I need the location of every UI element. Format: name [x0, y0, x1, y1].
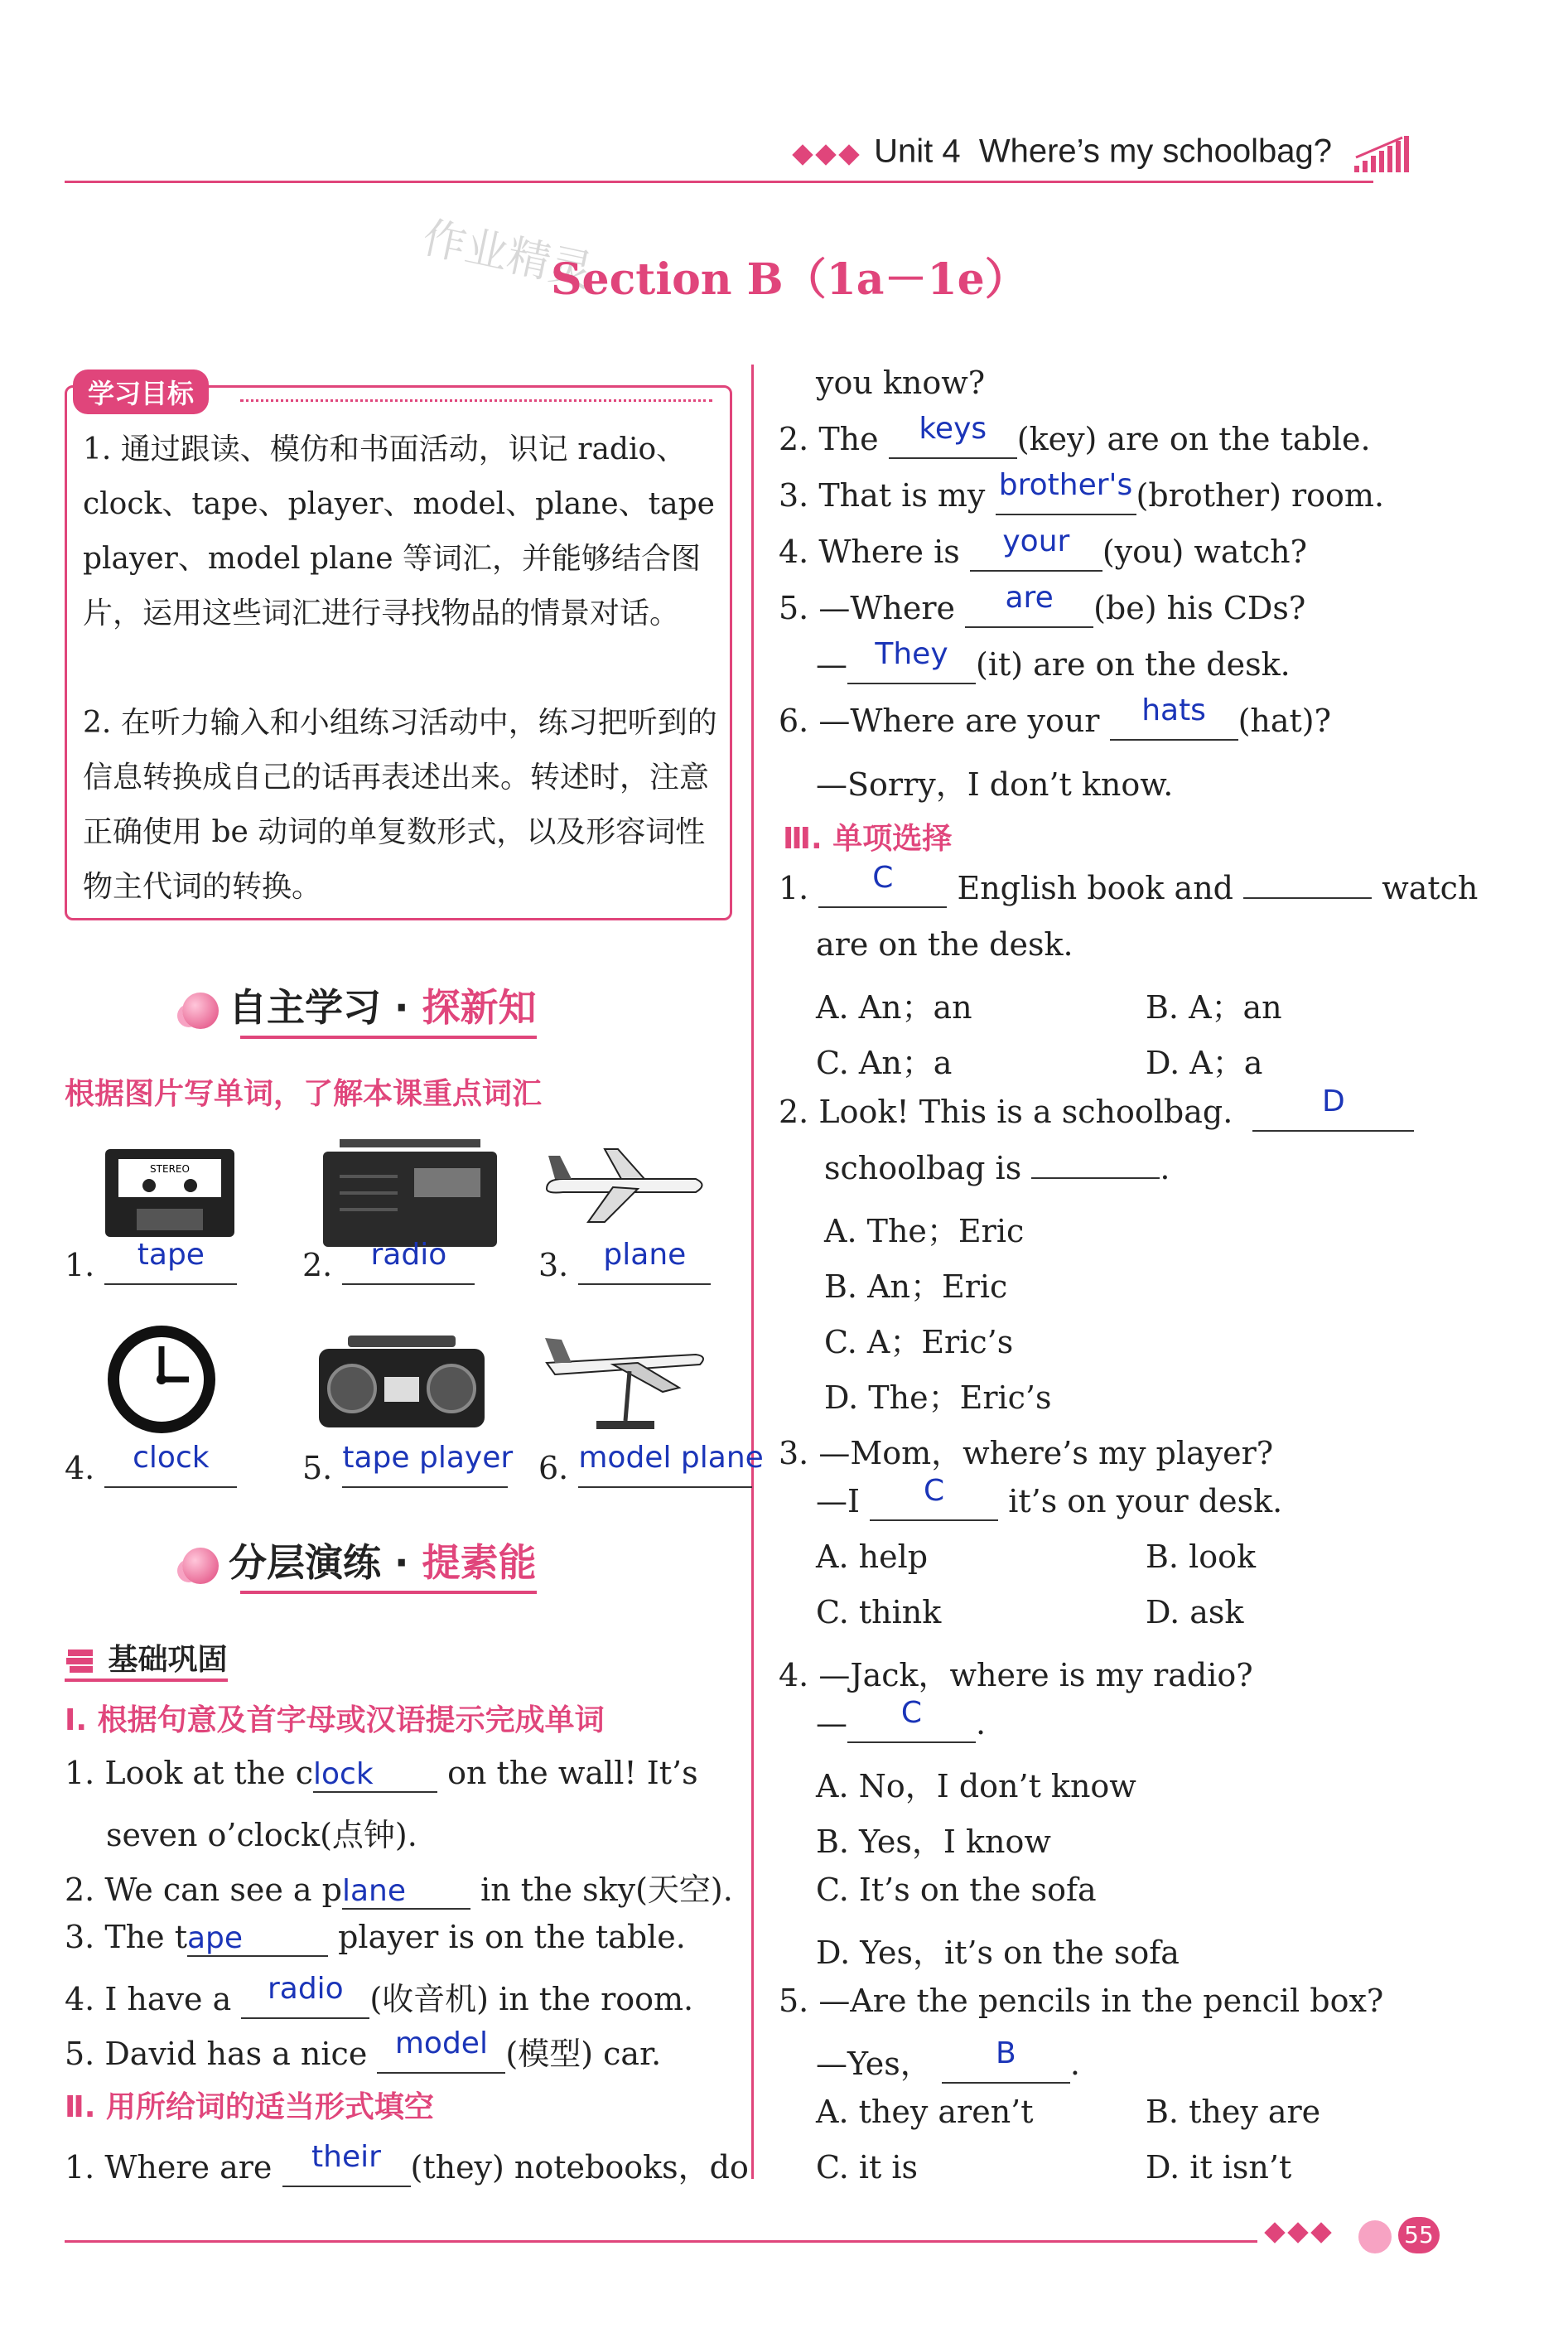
section-title: Section B（1a－1e）	[551, 254, 1028, 305]
sec3-q3-option-b: B. look	[1146, 1538, 1257, 1575]
diamond-icon	[815, 144, 836, 165]
sec2-q2: 2. The keys (key) are on the table.	[779, 412, 1371, 457]
sec2-q5-answer: are	[1005, 581, 1054, 615]
clock-icon	[108, 1321, 215, 1437]
sec2-q6-reply: —Sorry，I don’t know.	[816, 766, 1174, 803]
sec1-q1-answer: lock	[313, 1757, 374, 1791]
sec2-q1-cont: you know?	[816, 365, 986, 401]
sec1-q2: 2. We can see a plane in the sky(天空).	[65, 1872, 733, 1908]
pic-answer-2: radio	[370, 1238, 447, 1272]
sec3-q1-option-d: D. A；a	[1146, 1045, 1263, 1081]
goals-tag: 学习目标	[73, 370, 209, 414]
sec1-q4-answer: radio	[267, 1972, 344, 2006]
sec3-q4-option-d: D. Yes，it’s on the sofa	[816, 1935, 1180, 1971]
sec1-title: Ⅰ. 根据句意及首字母或汉语提示完成单词	[65, 1703, 605, 1737]
goal-item-2: 2. 在听力输入和小组练习活动中，练习把听到的信息转换成自己的话再表述出来。转述时，注意正确使用 be 动词的单复数形式，以及形容词性物主代词的转换。	[83, 706, 717, 904]
pic-item-6: 6. model plane	[538, 1441, 764, 1486]
books-icon	[65, 1646, 98, 1676]
cassette-tape-icon	[104, 1147, 236, 1239]
sec2-q1: 1. Where are their (they) notebooks，do	[65, 2140, 749, 2186]
sec2-q2-answer: keys	[919, 412, 987, 446]
sec3-q5-option-a: A. they aren’t	[816, 2094, 1034, 2130]
goals-dotted-rule	[240, 399, 712, 402]
sec3-q4-option-c: C. It’s on the sofa	[816, 1872, 1097, 1908]
banner-practice: 分层演练 · 提素能	[182, 1533, 537, 1587]
planet-icon	[182, 1548, 219, 1584]
diamond-icon	[838, 144, 859, 165]
sec3-q3-option-c: C. think	[816, 1594, 942, 1630]
sec2-q6-answer: hats	[1141, 693, 1206, 727]
pic-item-5: 5. tape player	[302, 1441, 514, 1486]
pic-answer-3: plane	[603, 1238, 687, 1272]
radio-icon	[315, 1135, 514, 1251]
sec3-q2-option-d: D. The；Eric’s	[824, 1379, 1052, 1416]
sec2-q1-answer: their	[311, 2140, 381, 2174]
sec3-q1-cont: are on the desk.	[816, 926, 1073, 963]
sec3-q2-option-c: C. A；Eric’s	[824, 1324, 1014, 1360]
picture-instruction: 根据图片写单词，了解本课重点词汇	[65, 1077, 543, 1111]
diamond-icon	[792, 144, 813, 165]
sec3-title: Ⅲ. 单项选择	[783, 822, 953, 856]
footer-diamonds	[1267, 2225, 1337, 2244]
sec1-q1-cont: seven o’clock(点钟).	[106, 1817, 417, 1853]
sec2-title: Ⅱ. 用所给词的适当形式填空	[65, 2090, 434, 2124]
watermark: 作业精灵	[417, 212, 597, 297]
sec3-q1-answer: C	[872, 861, 894, 895]
sec3-q3-option-d: D. ask	[1146, 1594, 1244, 1630]
sec3-q4-answer: C	[900, 1696, 923, 1730]
banner-self-study: 自主学习 · 探新知	[182, 978, 537, 1032]
pic-answer-4: clock	[133, 1441, 210, 1475]
sec2-q3-answer: brother's	[998, 468, 1133, 502]
sec3-q5-option-b: B. they are	[1146, 2094, 1321, 2130]
boombox-icon	[315, 1334, 489, 1433]
sec2-q3: 3. That is my brother's (brother) room.	[779, 468, 1385, 514]
basic-heading: 基础巩固	[65, 1636, 228, 1682]
diamond-icon	[1287, 2222, 1308, 2243]
sec3-q2-answer: D	[1322, 1084, 1345, 1118]
airplane-icon	[538, 1139, 712, 1230]
pic-answer-6: model plane	[578, 1441, 764, 1475]
sec3-q2-cont: schoolbag is .	[824, 1150, 1170, 1186]
sec1-q3: 3. The tape player is on the table.	[65, 1919, 686, 1955]
sec3-q4-option-b: B. Yes，I know	[816, 1823, 1051, 1860]
sec3-q1-option-c: C. An；a	[816, 1045, 953, 1081]
sec1-q1: 1. Look at the clock on the wall! It’s	[65, 1755, 698, 1791]
footer-rule	[65, 2240, 1257, 2243]
pic-item-1: 1. tape	[65, 1247, 237, 1285]
sec3-q5-reply: —Yes， B .	[816, 2036, 1080, 2082]
sec1-q3-answer: ape	[187, 1921, 244, 1955]
pic-item-3: 3. plane	[538, 1247, 711, 1285]
pic-answer-1: tape	[137, 1238, 205, 1272]
sec3-q5: 5. —Are the pencils in the pencil box?	[779, 1983, 1384, 2019]
sec3-q3: 3. —Mom，where’s my player?	[779, 1435, 1274, 1471]
sec3-q3-option-a: A. help	[816, 1538, 929, 1575]
diamond-icon	[1310, 2222, 1331, 2243]
sec2-q5-answer-2: They	[875, 637, 948, 671]
sec3-q4-reply: — C .	[816, 1696, 987, 1741]
sec1-q5-answer: model	[394, 2026, 488, 2060]
sec2-q5: 5. —Where are (be) his CDs?	[779, 581, 1306, 626]
header-rule	[65, 181, 1373, 183]
sec1-q2-answer: lane	[341, 1874, 406, 1908]
sec3-q5-answer: B	[996, 2036, 1016, 2070]
page-header	[795, 133, 1419, 174]
sec3-q1: 1. C English book and watch	[779, 861, 1479, 906]
unit-topic: Where’s my schoolbag?	[978, 133, 1332, 170]
pic-answer-5: tape player	[342, 1441, 514, 1475]
svg-text:STEREO: STEREO	[150, 1163, 190, 1175]
sec2-q4-answer: your	[1002, 524, 1070, 558]
sec3-q1-option-a: A. An；an	[816, 989, 972, 1026]
sec2-q6: 6. —Where are your hats (hat)?	[779, 693, 1331, 739]
sec3-q4-option-a: A. No，I don’t know	[816, 1768, 1136, 1804]
pic-item-2: 2. radio	[302, 1247, 475, 1285]
goal-item-1: 1. 通过跟读、模仿和书面活动，识记 radio、clock、tape、player、model、plane、tape player、model plane 等词汇，并能够结合图片，运用这些词汇进行寻找物品的情景对话。	[83, 432, 715, 630]
sec3-q3-reply: —I C it’s on your desk.	[816, 1474, 1283, 1519]
sec2-q4: 4. Where is your (you) watch?	[779, 524, 1307, 570]
sec3-q3-answer: C	[924, 1474, 945, 1508]
column-divider	[751, 365, 754, 2179]
sec1-q5: 5. David has a nice model (模型) car.	[65, 2026, 662, 2072]
sec3-q2-option-b: B. An；Eric	[824, 1268, 1008, 1305]
sec3-q2: 2. Look! This is a schoolbag. D	[779, 1094, 1414, 1132]
sec3-q5-option-c: C. it is	[816, 2149, 919, 2186]
sec3-q2-option-a: A. The；Eric	[824, 1213, 1025, 1249]
planet-icon	[182, 993, 219, 1029]
page-number: 55	[1398, 2217, 1440, 2253]
footer-bubble	[1358, 2220, 1392, 2253]
sec3-q4: 4. —Jack，where is my radio?	[779, 1657, 1253, 1693]
diamond-icon	[1264, 2222, 1285, 2243]
signal-bars-icon	[1353, 133, 1419, 174]
sec3-q1-option-b: B. A；an	[1146, 989, 1282, 1026]
sec1-q4: 4. I have a radio (收音机) in the room.	[65, 1972, 694, 2017]
sec2-q5-reply: — They (it) are on the desk.	[816, 637, 1291, 683]
model-plane-icon	[538, 1330, 712, 1437]
unit-label: Unit 4	[874, 133, 961, 170]
pic-item-4: 4. clock	[65, 1450, 237, 1488]
sec3-q5-option-d: D. it isn’t	[1146, 2149, 1292, 2186]
